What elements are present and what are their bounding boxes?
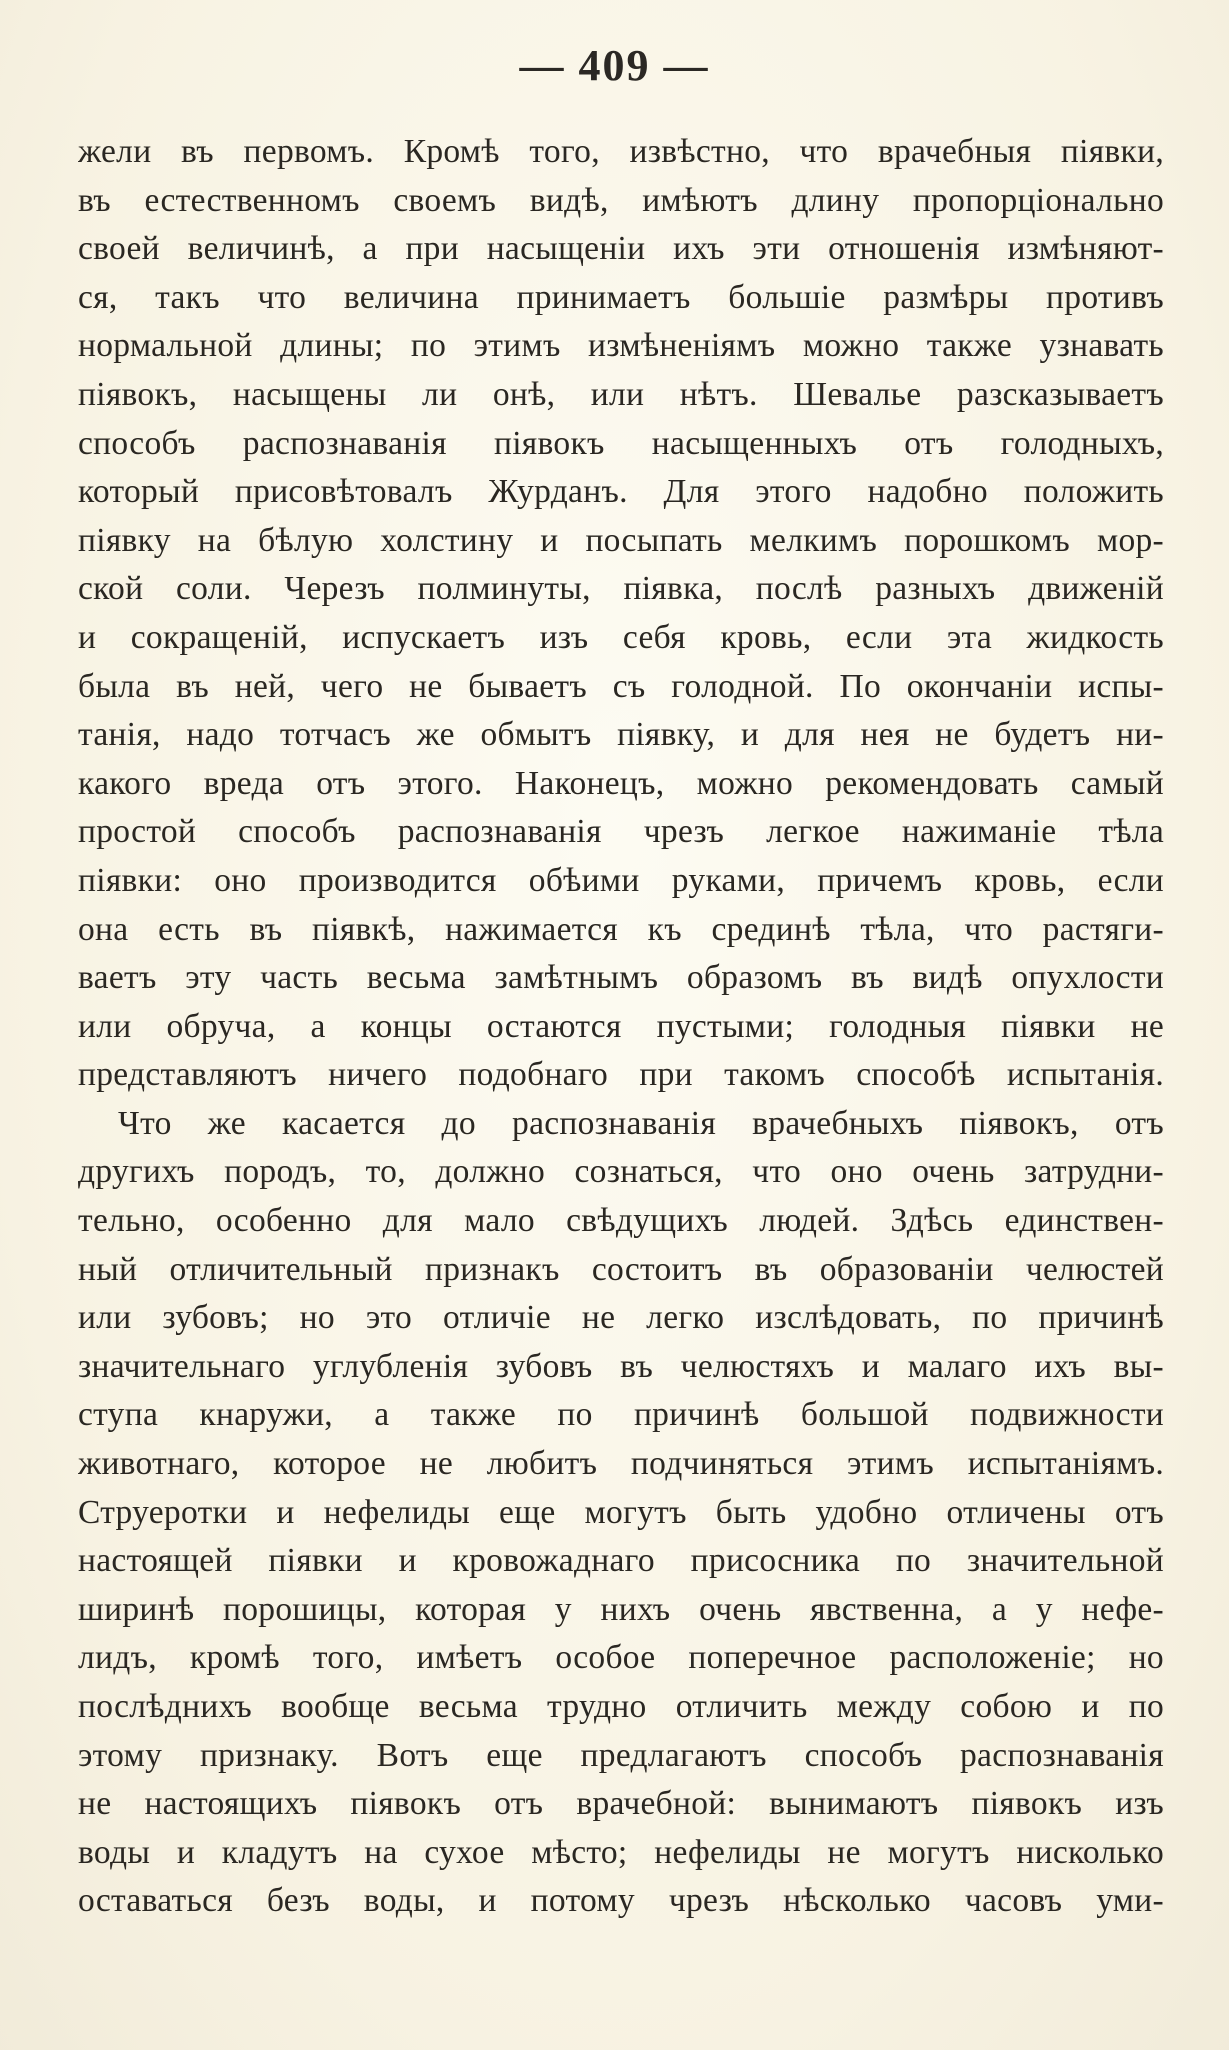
text-line: была въ ней, чего не бываетъ съ голодной. По окончаніи испы- [78, 667, 1164, 705]
text-line: оставаться безъ воды, и потому чрезъ нѣсколько часовъ уми- [78, 1882, 1164, 1920]
text-line: ся, такъ что величина принимаетъ большіе размѣры противъ [78, 278, 1164, 316]
text-line: нормальной длины; по этимъ измѣненіямъ можно также узнавать [78, 327, 1164, 365]
text-line: піявки: оно производится обѣими руками, причемъ кровь, если [78, 861, 1164, 899]
text-line: она есть въ піявкѣ, нажимается къ срединѣ тѣла, что растяги- [78, 910, 1164, 948]
text-line: ваетъ эту часть весьма замѣтнымъ образомъ въ видѣ опухлости [78, 959, 1164, 997]
text-line: послѣднихъ вообще весьма трудно отличить между собою и по [78, 1688, 1164, 1725]
text-line: этому признаку. Вотъ еще предлагаютъ способъ распознаванія [78, 1736, 1164, 1774]
text-line: піявку на бѣлую холстину и посыпать мелкимъ порошкомъ мор- [78, 521, 1164, 559]
text-line: Струеротки и нефелиды еще могутъ быть удобно отличены отъ [78, 1493, 1164, 1531]
text-line: представляютъ ничего подобнаго при такомъ способѣ испытанія. [78, 1056, 1164, 1094]
text-line: животнаго, которое не любитъ подчиняться этимъ испытаніямъ. [78, 1445, 1164, 1483]
text-line: піявокъ, насыщены ли онѣ, или нѣтъ. Шевалье разсказываетъ [78, 375, 1164, 413]
text-line: въ естественномъ своемъ видѣ, имѣютъ длину пропорціонально [78, 181, 1164, 219]
text-line: другихъ породъ, то, должно сознаться, что оно очень затрудни- [78, 1153, 1164, 1191]
text-line: ступа кнаружи, а также по причинѣ большой подвижности [78, 1396, 1164, 1434]
text-line: или обруча, а концы остаются пустыми; голодныя піявки не [78, 1007, 1164, 1045]
text-line: какого вреда отъ этого. Наконецъ, можно рекомендовать самый [78, 764, 1164, 802]
body-text [78, 128, 1164, 1926]
text-line: ской соли. Черезъ полминуты, піявка, послѣ разныхъ движеній [78, 570, 1164, 608]
text-line: ширинѣ порошицы, которая у нихъ очень явственна, а у нефе- [78, 1590, 1164, 1628]
text-line: или зубовъ; но это отличіе не легко изслѣдовать, по причинѣ [78, 1299, 1164, 1337]
text-line: значительнаго углубленія зубовъ въ челюстяхъ и малаго ихъ вы- [78, 1347, 1164, 1385]
text-line: жели въ первомъ. Кромѣ того, извѣстно, что врачебныя піявки, [78, 133, 1164, 170]
text-line: Что же касается до распознаванія врачебныхъ піявокъ, отъ [118, 1104, 1164, 1142]
text-line: способъ распознаванія піявокъ насыщенныхъ отъ голодныхъ, [78, 424, 1164, 462]
text-line: тельно, особенно для мало свѣдущихъ людей. Здѣсь единствен- [78, 1202, 1164, 1240]
text-line: настоящей піявки и кровожаднаго присосника по значительной [78, 1542, 1164, 1580]
text-line: своей величинѣ, а при насыщеніи ихъ эти отношенія измѣняют- [78, 230, 1164, 268]
text-line: который присовѣтовалъ Журданъ. Для этого надобно положить [78, 473, 1164, 511]
page-number: — 409 — [519, 41, 710, 90]
text-line: танія, надо тотчасъ же обмытъ піявку, и для нея не будетъ ни- [78, 716, 1164, 754]
text-line: и сокращеній, испускаетъ изъ себя кровь, если эта жидкость [78, 618, 1164, 656]
text-line: не настоящихъ піявокъ отъ врачебной: вынимаютъ піявокъ изъ [78, 1785, 1164, 1823]
text-line: простой способъ распознаванія чрезъ легкое нажиманіе тѣла [78, 813, 1164, 851]
text-line: воды и кладутъ на сухое мѣсто; нефелиды не могутъ нисколько [78, 1833, 1164, 1871]
text-line: лидъ, кромѣ того, имѣетъ особое поперечное расположеніе; но [78, 1639, 1164, 1677]
text-line: ный отличительный признакъ состоитъ въ образованіи челюстей [78, 1250, 1164, 1288]
